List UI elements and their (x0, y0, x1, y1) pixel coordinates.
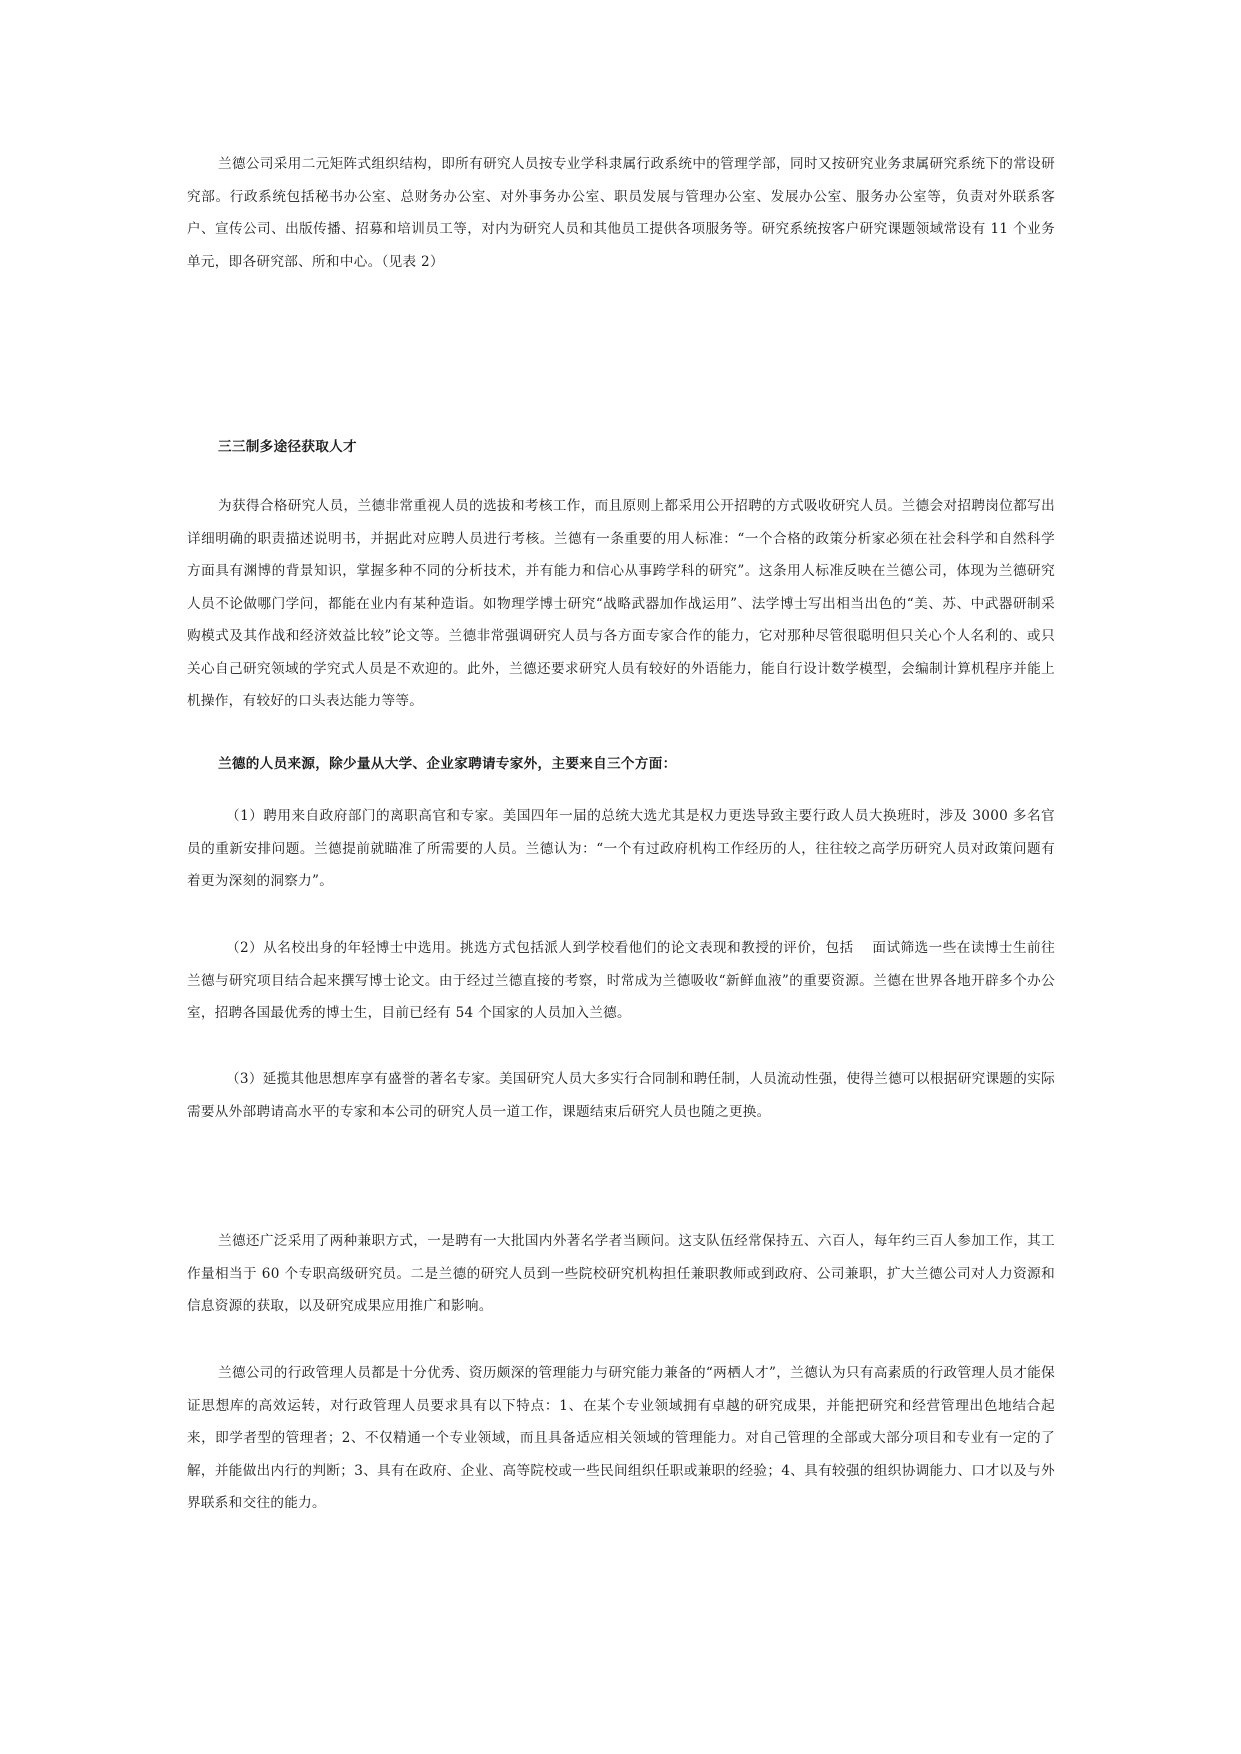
section-heading-talent: 三三制多途径获取人才 (218, 439, 357, 455)
section-heading-sources: 兰德的人员来源，除少量从大学、企业家聘请专家外，主要来自三个方面： (218, 756, 677, 772)
list-item-source-1: （1）聘用来自政府部门的离职高官和专家。美国四年一届的总统大选尤其是权力更迭导致主要行政人员大换班时，涉及 3000 多名官员的重新安排问题。兰德提前就瞄准了所需要的人员。兰德认为：“一个有过政府机构工作经历的人，往往较之高学历研究人员对政策问题有着更为深刻的洞察力”。 (187, 808, 1055, 889)
paragraph-organization-structure: 兰德公司采用二元矩阵式组织结构，即所有研究人员按专业学科隶属行政系统中的管理学部，同时又按研究业务隶属研究系统下的常设研究部。行政系统包括秘书办公室、总财务办公室、对外事务办公室、职员发展与管理办公室、发展办公室、服务办公室等，负责对外联系客户、宣传公司、出版传播、招募和培训员工等，对内为研究人员和其他员工提供各项服务等。研究系统按客户研究课题领域常设有 11 个业务单元，即各研究部、所和中心。（见表 2） (187, 156, 1055, 270)
paragraph-recruitment-standards: 为获得合格研究人员，兰德非常重视人员的选拔和考核工作，而且原则上都采用公开招聘的方式吸收研究人员。兰德会对招聘岗位都写出详细明确的职责描述说明书，并据此对应聘人员进行考核。兰德有一条重要的用人标准：“一个合格的政策分析家必须在社会科学和自然科学方面具有渊博的背景知识，掌握多种不同的分析技术，并有能力和信心从事跨学科的研究”。这条用人标准反映在兰德公司，体现为兰德研究人员不论做哪门学问，都能在业内有某种造诣。如物理学博士研究“战略武器加作战运用”、法学博士写出相当出色的“美、苏、中武器研制采购模式及其作战和经济效益比较”论文等。兰德非常强调研究人员与各方面专家合作的能力，它对那种尽管很聪明但只关心个人名利的、或只关心自己研究领域的学究式人员是不欢迎的。此外，兰德还要求研究人员有较好的外语能力，能自行设计数学模型，会编制计算机程序并能上机操作，有较好的口头表达能力等等。 (187, 498, 1055, 709)
paragraph-admin-staff: 兰德公司的行政管理人员都是十分优秀、资历颇深的管理能力与研究能力兼备的“两栖人才”，兰德认为只有高素质的行政管理人员才能保证思想库的高效运转，对行政管理人员要求具有以下特点：1、在某个专业领域拥有卓越的研究成果，并能把研究和经营管理出色地结合起来，即学者型的管理者；2、不仅精通一个专业领域，而且具备适应相关领域的管理能力。对自己管理的全部或大部分项目和专业有一定的了解，并能做出内行的判断；3、具有在政府、企业、高等院校或一些民间组织任职或兼职的经验；4、具有较强的组织协调能力、口才以及与外界联系和交往的能力。 (187, 1365, 1055, 1511)
list-item-source-2: （2）从名校出身的年轻博士中选用。挑选方式包括派人到学校看他们的论文表现和教授的评价，包括 面试筛选一些在读博士生前往兰德与研究项目结合起来撰写博士论文。由于经过兰德直接的考察，时常成为兰德吸收“新鲜血液”的重要资源。兰德在世界各地开辟多个办公室，招聘各国最优秀的博士生，目前已经有 54 个国家的人员加入兰德。 (187, 940, 1055, 1021)
paragraph-part-time: 兰德还广泛采用了两种兼职方式，一是聘有一大批国内外著名学者当顾问。这支队伍经常保持五、六百人，每年约三百人参加工作，其工作量相当于 60 个专职高级研究员。二是兰德的研究人员到一些院校研究机构担任兼职教师或到政府、公司兼职，扩大兰德公司对人力资源和信息资源的获取，以及研究成果应用推广和影响。 (187, 1233, 1055, 1314)
list-item-source-3: （3）延揽其他思想库享有盛誉的著名专家。美国研究人员大多实行合同制和聘任制，人员流动性强，使得兰德可以根据研究课题的实际需要从外部聘请高水平的专家和本公司的研究人员一道工作，课题结束后研究人员也随之更换。 (187, 1071, 1055, 1120)
